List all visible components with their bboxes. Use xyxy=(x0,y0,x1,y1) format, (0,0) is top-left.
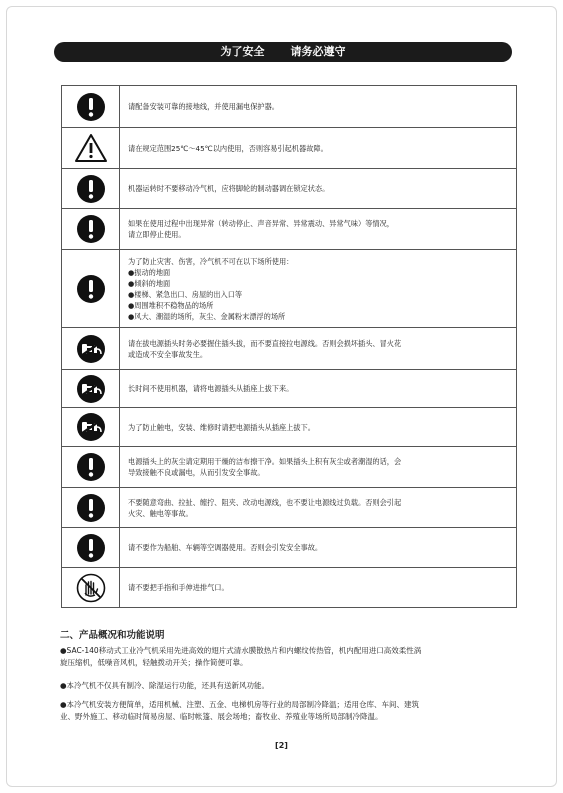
safety-text: 机器运转时不要移动冷气机，应将脚轮的制动器调在锁定状态。 xyxy=(128,184,330,193)
safety-row xyxy=(62,408,517,447)
safety-row xyxy=(62,169,517,209)
safety-row xyxy=(62,250,517,328)
icon-cell xyxy=(62,370,120,408)
icon-cell xyxy=(62,250,120,328)
safety-text: 长时间不使用机器，请将电源插头从插座上拔下来。 xyxy=(128,384,294,393)
icon-cell xyxy=(62,86,120,128)
feature-bullet xyxy=(60,645,508,668)
safety-row xyxy=(62,209,517,250)
safety-text: 为了防止灾害、伤害，冷气机不可在以下场所使用： ●振动的地面 ●倾斜的地面 ●楼梯、紧急出口、房屋的出入口等 ●周围堆积不稳物品的场所 ●风大、潮湿的场所，灰尘、金属粉末漂浮的场所 xyxy=(128,256,294,321)
safety-text: 为了防止触电，安装、维修时请把电源插头从插座上拔下。 xyxy=(128,422,315,432)
no-hand-icon xyxy=(62,573,119,603)
safety-text: 请不要作为船舶、车辆等空调器使用。否则会引发安全事故。 xyxy=(128,543,323,552)
feature-text: ●本冷气机不仅具有制冷、除湿运行功能，还具有送新风功能。 xyxy=(60,681,270,690)
exclamation-icon xyxy=(62,92,119,122)
unplug-icon xyxy=(62,412,119,442)
exclamation-icon xyxy=(62,214,119,244)
icon-cell xyxy=(62,528,120,568)
safety-text: 电源插头上的灰尘请定期用干燥的洁布擦干净。如果插头上积有灰尘或者潮湿的话，会 导致接触不良或漏电，从而引发安全事故。 xyxy=(128,457,402,477)
feature-text: ●SAC-140移动式工业冷气机采用先进高效的翅片式清水膜散热片和内螺纹传热管，机内配用进口高效柔性涡 旋压缩机，低噪音风机，轻触拨动开关；操作简便可靠。 xyxy=(60,646,422,667)
exclamation-icon xyxy=(62,452,119,482)
page-number: [2] xyxy=(275,741,288,750)
safety-row xyxy=(62,488,517,528)
unplug-icon xyxy=(62,374,119,404)
exclamation-icon xyxy=(62,493,119,523)
icon-cell xyxy=(62,128,120,169)
icon-cell xyxy=(62,169,120,209)
safety-text: 请配备安装可靠的接地线，并使用漏电保护器。 xyxy=(128,102,279,111)
safety-text: 请在拔电源插头时务必要握住插头拔，而不要直接拉电源线。否则会损坏插头、冒火花 或造成不安全事故发生。 xyxy=(128,338,402,359)
feature-text: ●本冷气机安装方便简单，适用机械、注塑、五金、电梯机房等行业的局部制冷降温；适用仓库、车间、建筑 业、野外施工、移动临时简易房屋、临时帐篷、展会场地；畜牧业、养殖业等场所局部制冷降温。 xyxy=(60,700,420,721)
feature-bullet xyxy=(60,699,508,722)
safety-row xyxy=(62,528,517,568)
safety-text: 不要随意弯曲、拉扯、缠拧、阻夹、改动电源线，也不要让电源线过负载。否则会引起 火灾、触电等事故。 xyxy=(128,497,402,518)
icon-cell xyxy=(62,447,120,488)
safety-table xyxy=(61,85,517,608)
exclamation-icon xyxy=(62,274,119,304)
safety-row xyxy=(62,86,517,128)
icon-cell xyxy=(62,568,120,608)
safety-row xyxy=(62,370,517,408)
section-title: 二、产品概况和功能说明 xyxy=(60,630,165,641)
unplug-icon xyxy=(62,334,119,364)
icon-cell xyxy=(62,209,120,250)
safety-text: 如果在使用过程中出现异常（转动停止、声音异常、异常震动、异常气味）等情况， 请立即停止使用。 xyxy=(128,219,394,239)
banner-title-left: 为了安全 xyxy=(220,45,265,58)
banner-title-right: 请务必遵守 xyxy=(290,45,346,58)
safety-text: 请不要把手指和手伸进排气口。 xyxy=(128,583,229,592)
warning-triangle-icon xyxy=(62,133,119,163)
icon-cell xyxy=(62,488,120,528)
safety-text: 请在规定范围25℃～45℃以内使用，否则容易引起机器故障。 xyxy=(128,143,328,153)
safety-row xyxy=(62,568,517,608)
exclamation-icon xyxy=(62,533,119,563)
exclamation-icon xyxy=(62,174,119,204)
safety-banner xyxy=(54,42,512,62)
safety-row xyxy=(62,328,517,370)
safety-row xyxy=(62,128,517,169)
icon-cell xyxy=(62,408,120,447)
feature-bullet xyxy=(60,680,508,692)
icon-cell xyxy=(62,328,120,370)
safety-row xyxy=(62,447,517,488)
